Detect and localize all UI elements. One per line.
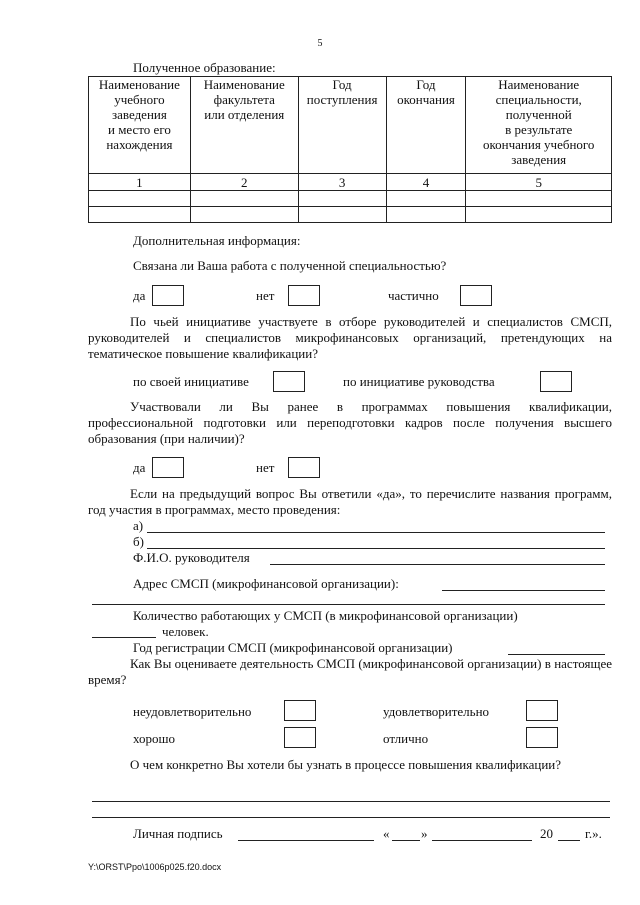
program-line-b[interactable] — [147, 548, 605, 549]
option-label-management-initiative: по инициативе руководства — [343, 374, 495, 389]
year-suffix: г.». — [585, 826, 602, 841]
table-number-row — [89, 174, 612, 191]
learning-interest-line-1[interactable] — [92, 801, 610, 802]
checkbox-training-no[interactable] — [288, 457, 320, 478]
question-work-relation: Связана ли Ваша работа с полученной специальностью? — [133, 258, 447, 273]
program-line-a[interactable] — [147, 532, 605, 533]
column-number: 3 — [298, 174, 386, 191]
quote-open: « — [383, 826, 390, 841]
option-label-satisfactory: удовлетворительно — [383, 704, 490, 719]
table-cell[interactable] — [466, 191, 612, 207]
question-initiative: По чьей инициативе участвуете в отборе руководителей и специалистов СМСП, руководителей и специалистов микрофинансовых организаций, претендующих на тематическое повышение квалификации? — [88, 314, 612, 361]
column-number: 4 — [386, 174, 466, 191]
address-field-continued[interactable] — [92, 604, 605, 605]
education-heading: Полученное образование: — [133, 60, 276, 75]
checkbox-management-initiative[interactable] — [540, 371, 572, 392]
header-institution: Наименование учебного заведения и место его нахождения — [89, 77, 191, 174]
registration-year-field[interactable] — [508, 654, 605, 655]
employees-count-field[interactable] — [92, 637, 156, 638]
checkbox-unsatisfactory[interactable] — [284, 700, 316, 721]
additional-info-heading: Дополнительная информация: — [133, 233, 301, 248]
option-label-own-initiative: по своей инициативе — [133, 374, 249, 389]
table-row[interactable] — [89, 207, 612, 223]
table-cell[interactable] — [386, 207, 466, 223]
employees-label: Количество работающих у СМСП (в микрофинансовой организации) — [133, 608, 518, 623]
table-cell[interactable] — [298, 191, 386, 207]
table-cell[interactable] — [190, 207, 298, 223]
option-label-partially: частично — [388, 288, 439, 303]
quote-close: » — [421, 826, 428, 841]
address-label: Адрес СМСП (микрофинансовой организации): — [133, 576, 399, 591]
checkbox-satisfactory[interactable] — [526, 700, 558, 721]
checkbox-good[interactable] — [284, 727, 316, 748]
option-label-good: хорошо — [133, 731, 176, 746]
table-header-row — [89, 77, 612, 174]
learning-interest-line-2[interactable] — [92, 817, 610, 818]
year-field[interactable] — [558, 840, 580, 841]
column-number: 2 — [190, 174, 298, 191]
registration-year-label: Год регистрации СМСП (микрофинансовой организации) — [133, 640, 453, 655]
table-cell[interactable] — [89, 191, 191, 207]
signature-field[interactable] — [238, 840, 374, 841]
line-a-label: а) — [133, 518, 144, 533]
education-table — [88, 76, 612, 223]
table-cell[interactable] — [89, 207, 191, 223]
checkbox-no[interactable] — [288, 285, 320, 306]
question-previous-training: Участвовали ли Вы ранее в программах повышения квалификации, профессиональной подготовки или переподготовки кадров после получения высшего образования (при наличии)? — [88, 399, 612, 446]
page-number: 5 — [317, 38, 323, 49]
question-program-list: Если на предыдущий вопрос Вы ответили «да», то перечислите названия программ, год участия в программах, место проведения: — [88, 486, 612, 517]
table-cell[interactable] — [298, 207, 386, 223]
header-faculty: Наименование факультета или отделения — [190, 77, 298, 174]
checkbox-yes[interactable] — [152, 285, 184, 306]
option-label-unsatisfactory: неудовлетворительно — [133, 704, 252, 719]
manager-name-field[interactable] — [270, 564, 605, 565]
table-row[interactable] — [89, 191, 612, 207]
column-number: 1 — [89, 174, 191, 191]
employees-unit: человек. — [162, 624, 209, 639]
address-field[interactable] — [442, 590, 605, 591]
year-prefix: 20 — [540, 826, 553, 841]
manager-name-label: Ф.И.О. руководителя — [133, 550, 250, 565]
question-learning-interest: О чем конкретно Вы хотели бы узнать в процессе повышения квалификации? — [130, 757, 562, 772]
checkbox-training-yes[interactable] — [152, 457, 184, 478]
table-cell[interactable] — [466, 207, 612, 223]
signature-label: Личная подпись — [133, 826, 223, 841]
column-number: 5 — [466, 174, 612, 191]
option-label-yes: да — [133, 460, 146, 475]
month-field[interactable] — [432, 840, 532, 841]
checkbox-own-initiative[interactable] — [273, 371, 305, 392]
footer-file-path: Y:\ORST\Ppo\1006p025.f20.docx — [88, 862, 222, 872]
checkbox-excellent[interactable] — [526, 727, 558, 748]
table-cell[interactable] — [190, 191, 298, 207]
option-label-no: нет — [256, 460, 275, 475]
checkbox-partially[interactable] — [460, 285, 492, 306]
header-year-start: Год поступления — [298, 77, 386, 174]
header-specialty: Наименование специальности, полученной в результате окончания учебного заведения — [466, 77, 612, 174]
header-year-end: Год окончания — [386, 77, 466, 174]
table-cell[interactable] — [386, 191, 466, 207]
question-assessment: Как Вы оцениваете деятельность СМСП (микрофинансовой организации) в настоящее время? — [88, 656, 612, 687]
option-label-yes: да — [133, 288, 146, 303]
option-label-excellent: отлично — [383, 731, 429, 746]
day-field[interactable] — [392, 840, 420, 841]
option-label-no: нет — [256, 288, 275, 303]
line-b-label: б) — [133, 534, 144, 549]
